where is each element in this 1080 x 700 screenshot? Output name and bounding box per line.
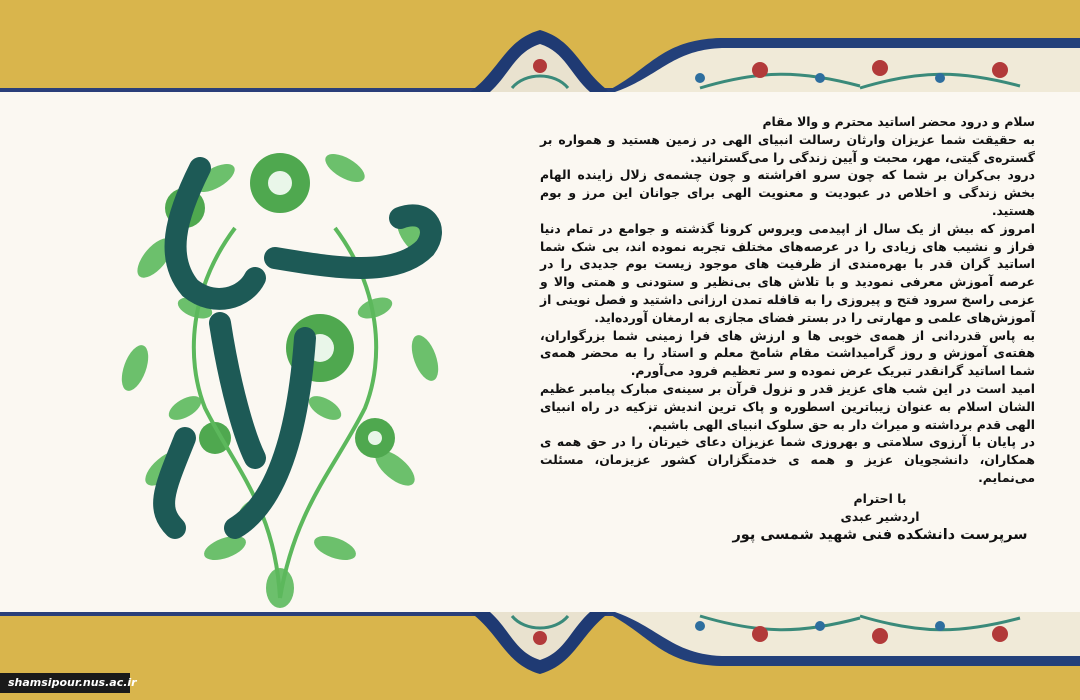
teacher-calligraphy-artwork bbox=[95, 108, 460, 608]
letter-paragraph: به پاس قدردانی از همه‌ی خوبی ها و ارزش های فرا زمینی شما بزرگواران، هفته‌ی آموزش و روز گرامیداشت مقام شامخ معلم و استاد را به محضر همه‌ی شما اساتید گرانقدر تبریک عرض نموده و سر تعظیم فرود می‌آورم. bbox=[540, 327, 1035, 379]
letter-paragraph: امید است در این شب های عزیز قدر و نزول قرآن بر سینه‌ی مبارک پیامبر عظیم الشان اسلام به عنوان زیباترین اسطوره و پاک ترین اندیش تزکیه در راه انبیای الهی قدم برداشته و میراث دار به حق سلوک انبیای الهی باشیم. bbox=[540, 380, 1035, 432]
letter-paragraph: درود بی‌کران بر شما که چون سرو افراشته و چون چشمه‌ی زلال زاینده الهام بخش زندگی و اخلاص در عبودیت و معنویت الهی برای جوانان این مرز و بوم هستید. bbox=[540, 167, 1035, 218]
signer-name: اردشیر عبدی bbox=[840, 508, 920, 524]
letter-paragraph: سلام و درود محضر اساتید محترم و والا مقام bbox=[762, 114, 1035, 129]
top-ornamental-band bbox=[0, 0, 1080, 92]
letter-paragraph: در پایان با آرزوی سلامتی و بهروزی شما عزیزان دعای خیرتان را در حق همه ی همکاران، دانشجویان عزیز و همه ی خدمتگزاران کشور عزیزمان، مسئلت می‌نمایم. bbox=[540, 434, 1035, 485]
letter-paragraph: امروز که بیش از یک سال از اپیدمی ویروس کرونا گذشته و جوامع در تمام دنیا فراز و نشیب های زیادی را در عرصه‌های مختلف تجربه نموده اند، بی شک شما اساتید گران قدر با بهره‌مندی از ظرفیت های موجود زیست بوم جدیدی را در عرصه آموزش معرفی نمودید و با تلاش های بی‌نظیر و ستودنی و همتی والا و عزمی راسخ سرود فتح و پیروزی را به قافله تمدن ارزانی داشتید و فصل نوینی از آموزش‌های علمی و مهارتی را در بستر فضای مجازی به ارمغان آورده‌اید. bbox=[540, 220, 1035, 325]
closing-text: با احترام bbox=[853, 490, 907, 506]
letter-paragraph: به حقیقت شما عزیزان وارثان رسالت انبیای الهی در زمین هستید و همواره بر گستره‌ی گیتی، مهر، محبت و آیین زندگی را می‌گسترانید. bbox=[540, 131, 1035, 165]
footer-url: shamsipour.nus.ac.ir bbox=[0, 673, 130, 693]
letter-text bbox=[540, 113, 1035, 544]
signature-block bbox=[725, 490, 1035, 544]
bottom-ornamental-band bbox=[0, 612, 1080, 700]
signer-title: سرپرست دانشکده فنی شهید شمسی پور bbox=[732, 526, 1028, 543]
